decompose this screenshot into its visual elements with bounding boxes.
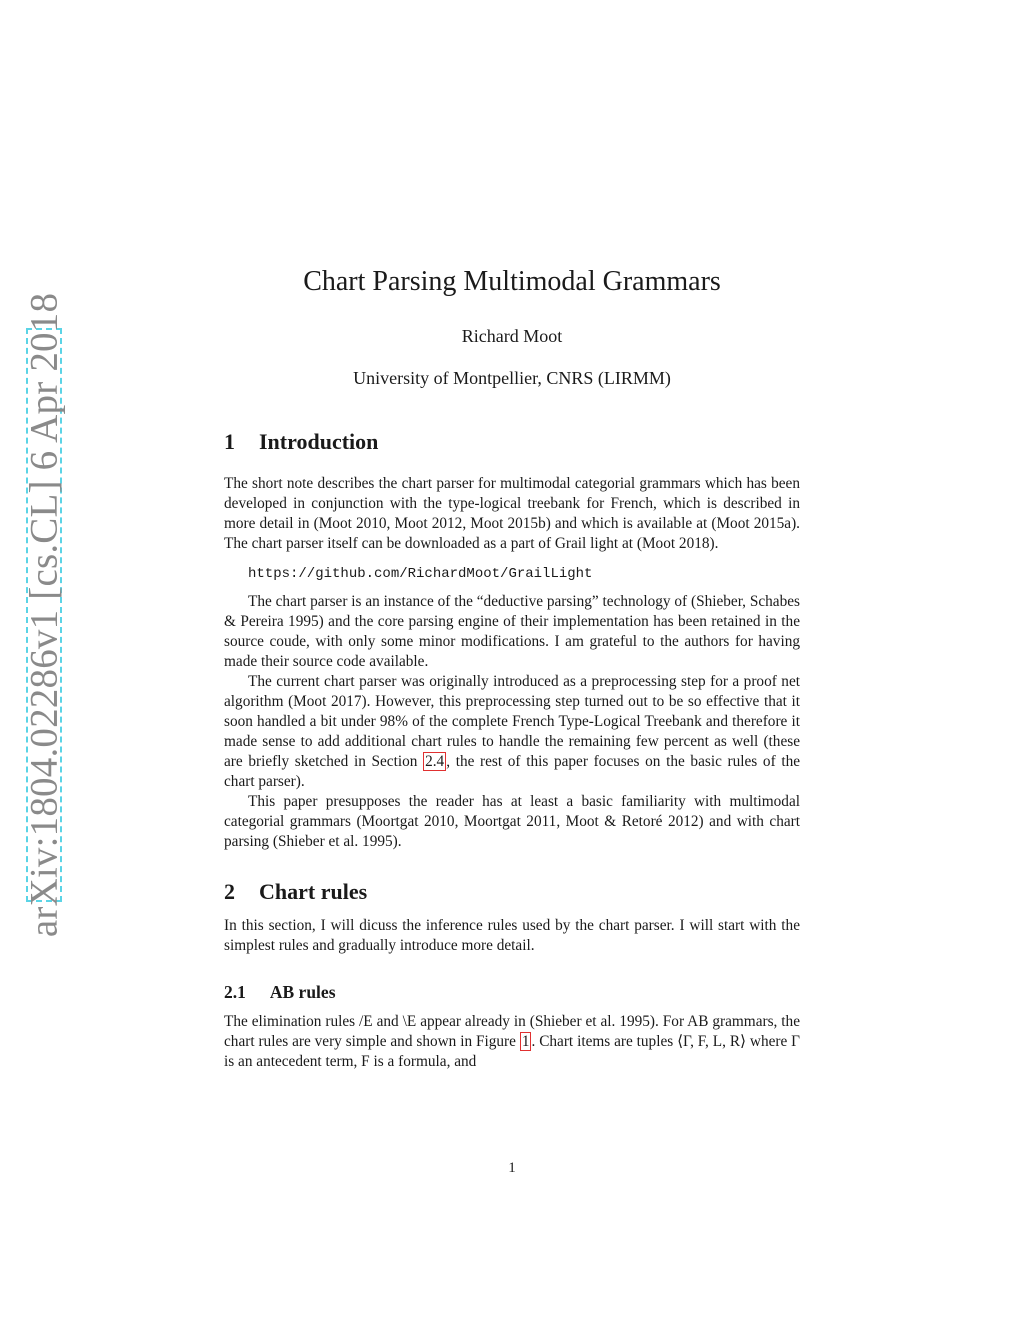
section-ref-link[interactable]: 2.4: [425, 753, 445, 770]
section-heading-chart-rules: [224, 879, 800, 904]
p3-text-before: The current chart parser was originally introduced as a preprocessing step for a proof net algorithm (Moot 2017). However, this preprocessing step turned out to be so effective that it soon handled a bit under 98% of the complete French Type-Logical Treebank and therefore it made sense to add additional chart rules to handle the remaining few percent as well (these are briefly sketched in Section: [224, 673, 800, 770]
intro-paragraph-1: The short note describes the chart parser for multimodal categorial grammars which has been developed in conjunction with the type-logical treebank for French, which is described in more detail in (Moot 2010, Moot 2012, Moot 2015b) and which is available at (Moot 2015a). The chart parser itself can be downloaded as a part of Grail light at (Moot 2018).: [224, 475, 800, 552]
section-number: 2: [224, 879, 235, 904]
figure-ref-link[interactable]: 1: [521, 1033, 530, 1050]
paper-title: Chart Parsing Multimodal Grammars: [303, 266, 721, 297]
affiliation: University of Montpellier, CNRS (LIRMM): [353, 368, 671, 388]
paper-body: [224, 429, 801, 1072]
section-heading-introduction: [224, 429, 800, 454]
subsection-number: 2.1: [224, 982, 246, 1002]
github-url[interactable]: https://github.com/RichardMoot/GrailLight: [248, 566, 593, 582]
ab-rules-paragraph: [224, 1012, 800, 1072]
page-number: 1: [508, 1160, 516, 1176]
section-number: 1: [224, 429, 235, 454]
section-title: Introduction: [259, 429, 379, 454]
intro-paragraph-3: [224, 672, 800, 792]
ab-text-before: The elimination rules /E and \E appear already in (Shieber et al. 1995). For AB grammars, the chart rules are very simple and shown in Figure: [224, 1013, 800, 1050]
p3-text-after: , the rest of this paper focuses on the basic rules of the chart parser).: [224, 753, 801, 790]
ab-text-after: . Chart items are tuples ⟨Γ, F, L, R⟩ where Γ is an antecedent term, F is a formula, and: [224, 1033, 800, 1070]
intro-paragraph-4: This paper presupposes the reader has at least a basic familiarity with multimodal categorial grammars (Moortgat 2010, Moortgat 2011, Moot & Retoré 2012) and with chart parsing (Shieber et al. 1995).: [224, 793, 800, 850]
author-name: Richard Moot: [461, 326, 563, 346]
arxiv-stamp: arXiv:1804.02286v1 [cs.CL] 6 Apr 2018: [22, 292, 66, 938]
chart-rules-paragraph: In this section, I will dicuss the inference rules used by the chart parser. I will start with the simplest rules and gradually introduce more detail.: [224, 917, 800, 954]
intro-paragraph-2: The chart parser is an instance of the “deductive parsing” technology of (Shieber, Schabes & Pereira 1995) and the core parsing engine of their implementation has been retained in the source coude, with only some minor modifications. I am grateful to the authors for having made their source code available.: [224, 593, 800, 670]
subsection-heading-ab-rules: [224, 982, 800, 1002]
section-title: Chart rules: [259, 879, 368, 904]
subsection-title: AB rules: [269, 982, 336, 1002]
